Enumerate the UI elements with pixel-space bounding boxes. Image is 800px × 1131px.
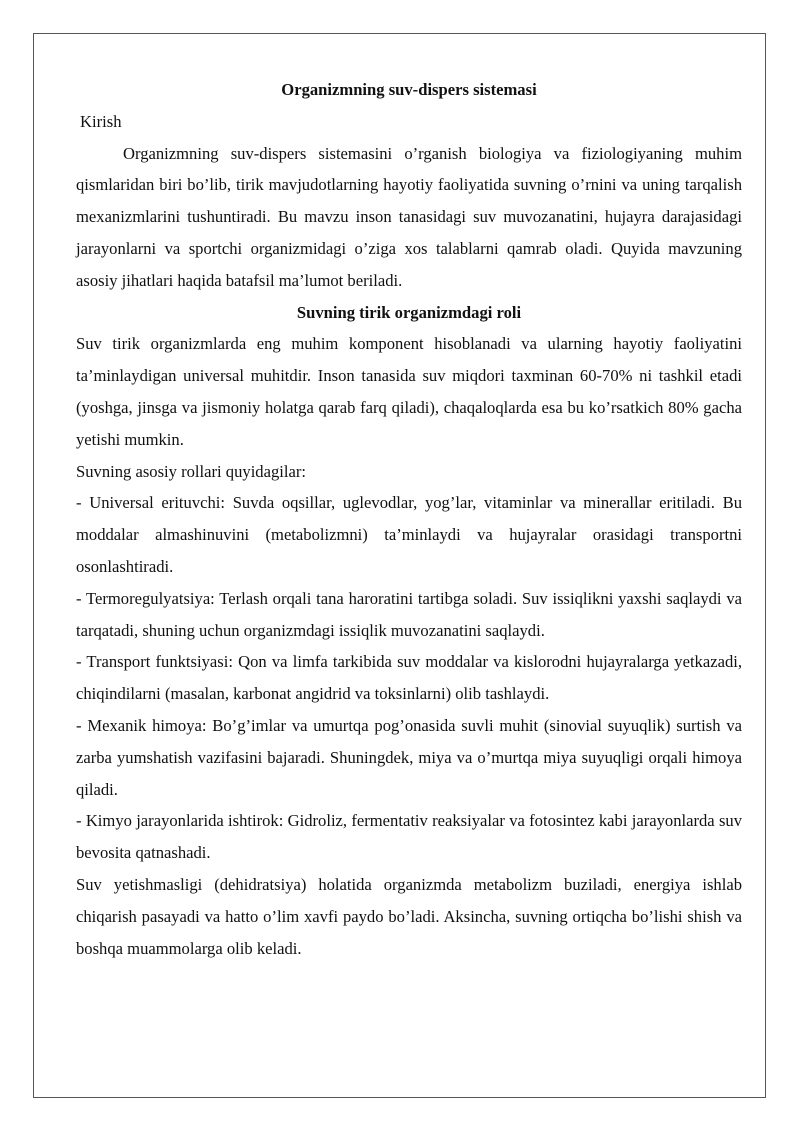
role-item: - Termoregulyatsiya: Terlash orqali tana haroratini tartibga soladi. Suv issiqlikni yaxshi saqlaydi va tarqatadi, shuning uchun organizmdagi issiqlik muvozanatini saqlaydi. bbox=[76, 588, 742, 640]
role-item: - Mexanik himoya: Bo’g’imlar va umurtqa pog’onasida suvli muhit (sinovial suyuqlik) surtish va zarba yumshatish vazifasini bajaradi. Shuningdek, miya va o’murtqa miya suyuqligi orqali himoya qiladi. bbox=[76, 715, 742, 799]
roles-intro: Suvning asosiy rollari quyidagilar: bbox=[76, 461, 306, 481]
closing-paragraph: Suv yetishmasligi (dehidratsiya) holatida organizmda metabolizm buziladi, energiya ishlab chiqarish pasayadi va hatto o’lim xavfi paydo bo’ladi. Aksincha, suvning ortiqcha bo’lishi shish va boshqa muammolarga olib keladi. bbox=[76, 874, 742, 958]
document-title: Organizmning suv-dispers sistemasi bbox=[281, 80, 537, 99]
role-item: - Transport funktsiyasi: Qon va limfa tarkibida suv moddalar va kislorodni hujayralarga yetkazadi, chiqindilarni (masalan, karbonat angidrid va toksinlarni) olib tashlaydi. bbox=[76, 652, 742, 704]
role-item: - Kimyo jarayonlarida ishtirok: Gidroliz, fermentativ reaksiyalar va fotosintez kabi jarayonlarda suv bevosita qatnashadi. bbox=[76, 811, 742, 863]
section-heading: Suvning tirik organizmdagi roli bbox=[296, 302, 522, 322]
document-body bbox=[76, 74, 742, 964]
intro-paragraph: Organizmning suv-dispers sistemasini o’rganish biologiya va fiziologiyaning muhim qismlaridan biri bo’lib, tirik mavjudotlarning hayotiy faoliyatida suvning o’rnini va uning tarqalish mexanizmlarini tushuntiradi. Bu mavzu inson tanasidagi suv muvozanatini, hujayra darajasidagi jarayonlarni va sportchi organizmidagi o’ziga xos talablarni qamrab oladi. Quyida mavzuning asosiy jihatlari haqida batafsil ma’lumot beriladi. bbox=[76, 143, 742, 290]
intro-label: Kirish bbox=[80, 111, 122, 131]
section-paragraph: Suv tirik organizmlarda eng muhim komponent hisoblanadi va ularning hayotiy faoliyatini ta’minlaydigan universal muhitdir. Inson tanasida suv miqdori taxminan 60-70% ni tashkil etadi (yoshga, jinsga va jismoniy holatga qarab farq qiladi), chaqaloqlarda esa bu ko’rsatkich 80% gacha yetishi mumkin. bbox=[76, 334, 742, 449]
role-item: - Universal erituvchi: Suvda oqsillar, uglevodlar, yog’lar, vitaminlar va minerallar eritiladi. Bu moddalar almashinuvini (metabolizmni) ta’minlaydi va hujayralar orasidagi transportni osonlashtiradi. bbox=[76, 493, 742, 576]
